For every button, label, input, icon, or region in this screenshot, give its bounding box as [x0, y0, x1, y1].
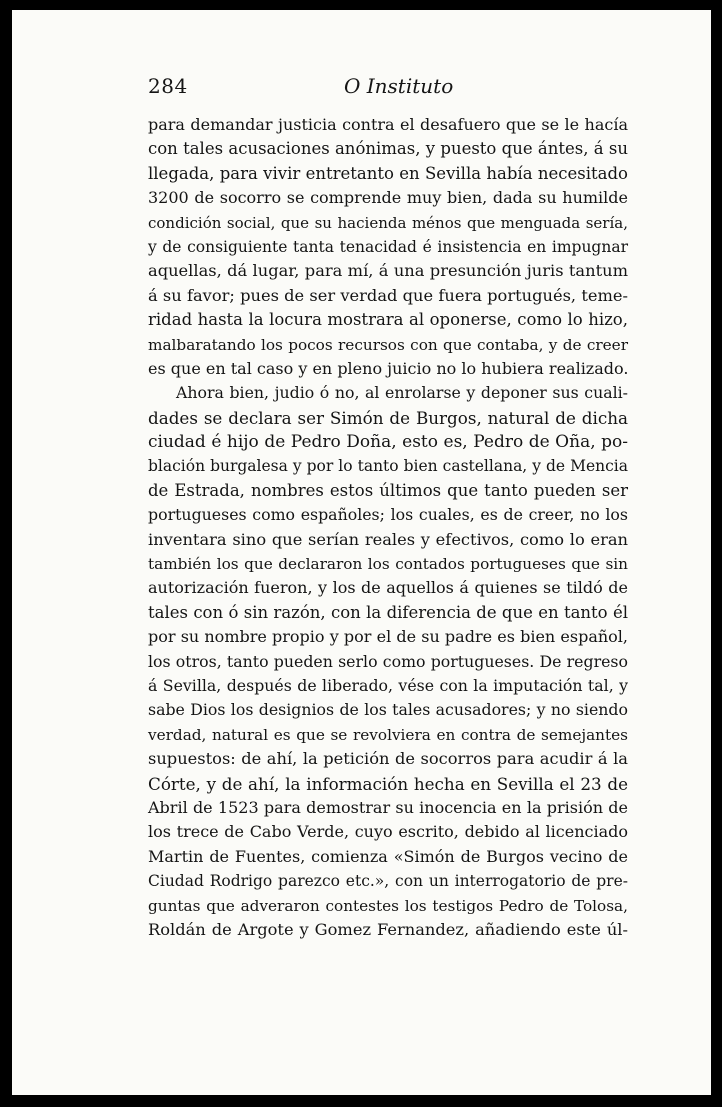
text-line: autorización fueron, y los de aquellos á quienes se tildó de — [148, 578, 628, 598]
text-line: inventara sino que serían reales y efectivos, como lo eran — [148, 529, 628, 549]
text-line: de Estrada, nombres estos últimos que tanto pueden ser — [148, 480, 628, 500]
text-line: tales con ó sin razón, con la diferencia de que en tanto él — [148, 602, 628, 622]
text-line: supuestos: de ahí, la petición de socorros para acudir á la — [148, 749, 628, 769]
text-line: sabe Dios los designios de los tales acusadores; y no siendo — [148, 700, 628, 720]
text-line: también los que declararon los contados portugueses que sin — [148, 555, 628, 574]
text-line: llegada, para vivir entretanto en Sevilla había necesitado — [148, 163, 628, 183]
text-line: dades se declara ser Simón de Burgos, natural de dicha — [148, 407, 628, 428]
text-line: aquellas, dá lugar, para mí, á una presunción juris tantum — [148, 261, 628, 281]
text-line: ridad hasta la locura mostrara al oponerse, como lo hizo, — [148, 310, 628, 330]
text-line: á Sevilla, después de liberado, vése con la imputación tal, y — [148, 675, 628, 695]
text-line: blación burgalesa y por lo tanto bien castellana, y de Mencia — [148, 457, 628, 476]
text-line: 3200 de socorro se comprende muy bien, dada su humilde — [148, 188, 628, 208]
text-line: á su favor; pues de ser verdad que fuera portugués, teme- — [148, 285, 628, 305]
text-line: los trece de Cabo Verde, cuyo escrito, debido al licenciado — [148, 822, 628, 842]
paragraph-start-line: Ahora bien, judio ó no, al enrolarse y deponer sus cuali- — [176, 383, 628, 403]
text-line: Martin de Fuentes, comienza «Simón de Burgos vecino de — [148, 846, 628, 866]
text-line: Roldán de Argote y Gomez Fernandez, añadiendo este úl- — [148, 919, 628, 939]
body-text — [148, 113, 628, 942]
text-line: malbaratando los pocos recursos con que contaba, y de creer — [148, 335, 628, 354]
running-title: O Instituto — [344, 74, 454, 98]
text-line: es que en tal caso y en pleno juicio no lo hubiera realizado. — [148, 358, 629, 378]
book-page — [12, 10, 711, 1095]
text-line: verdad, natural es que se revolviera en contra de semejantes — [148, 725, 628, 744]
text-line: Ciudad Rodrigo parezco etc.», con un interrogatorio de pre- — [148, 872, 628, 891]
text-line: guntas que adveraron contestes los testigos Pedro de Tolosa, — [148, 896, 628, 915]
text-line: por su nombre propio y por el de su padre es bien español, — [148, 627, 628, 647]
page-header — [148, 74, 630, 104]
text-line: para demandar justicia contra el desafuero que se le hacía — [148, 115, 628, 134]
text-line: Córte, y de ahí, la información hecha en Sevilla el 23 de — [148, 773, 628, 794]
text-line: ciudad é hijo de Pedro Doña, esto es, Pedro de Oña, po- — [148, 432, 628, 453]
text-line: condición social, que su hacienda ménos que menguada sería, — [148, 213, 628, 232]
text-line: y de consiguiente tanta tenacidad é insistencia en impugnar — [148, 237, 628, 256]
text-line: los otros, tanto pueden serlo como portugueses. De regreso — [148, 651, 628, 671]
text-line: portugueses como españoles; los cuales, es de creer, no los — [148, 505, 628, 525]
page-number: 284 — [148, 74, 188, 98]
text-line: Abril de 1523 para demostrar su inocencia en la prisión de — [148, 797, 628, 817]
text-line: con tales acusaciones anónimas, y puesto que ántes, á su — [148, 139, 628, 159]
